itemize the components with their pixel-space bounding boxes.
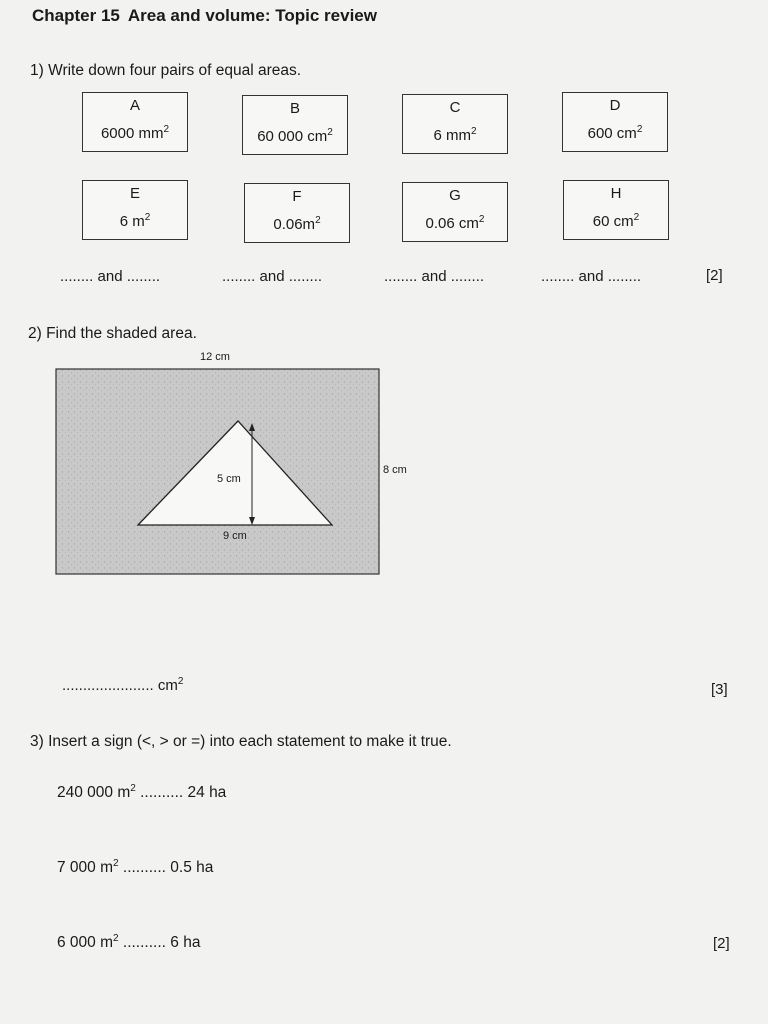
area-card-d	[562, 92, 668, 152]
card-label: E	[129, 185, 140, 202]
card-label: A	[129, 97, 140, 114]
chapter-number: Chapter 15	[32, 6, 120, 25]
rectangle-triangle-diagram	[55, 368, 380, 575]
shaded-area-figure	[55, 368, 380, 575]
statement-2: 7 000 $m^2$ .......... 0.5 ha	[57, 858, 214, 877]
pair-answer-1[interactable]: ........ and ........	[60, 268, 161, 285]
card-value: 60 000 $cm^2$	[257, 127, 333, 145]
card-label: C	[449, 99, 461, 116]
card-value: 60 $cm^2$	[592, 212, 640, 230]
card-value: $0.06m^2$	[273, 215, 321, 233]
area-card-b	[242, 95, 348, 155]
card-label: G	[449, 187, 461, 204]
area-card-h	[563, 180, 669, 240]
card-value: 0.06 $cm^2$	[425, 214, 485, 232]
card-value: 6 $mm^2$	[433, 126, 477, 144]
statement-3: 6 000 $m^2$ .......... 6 ha	[57, 933, 201, 952]
card-label: H	[610, 185, 622, 202]
pair-answer-4[interactable]: ........ and ........	[541, 268, 642, 285]
q1-marks: [2]	[706, 267, 723, 284]
answer-blank[interactable]: ......................	[62, 677, 154, 694]
rect-width-label: 12 cm	[200, 351, 230, 363]
area-card-c	[402, 94, 508, 154]
pair-answer-3[interactable]: ........ and ........	[384, 268, 485, 285]
q1-prompt: 1) Write down four pairs of equal areas.	[30, 62, 302, 79]
area-card-g	[402, 182, 508, 242]
triangle-base-label: 9 cm	[223, 530, 247, 542]
page-title	[32, 6, 377, 26]
card-label: B	[289, 100, 300, 117]
area-card-a	[82, 92, 188, 152]
sign-blank[interactable]: ..........	[122, 934, 166, 952]
q3-marks: [2]	[713, 935, 730, 952]
chapter-title: Area and volume: Topic review	[127, 6, 377, 25]
statement-1: 240 000 $m^2$ .......... 24 ha	[57, 783, 227, 802]
card-value: 6000 $mm^2$	[100, 124, 170, 142]
card-label: F	[292, 188, 302, 205]
card-label: D	[609, 97, 621, 114]
area-card-f	[244, 183, 350, 243]
pair-answer-2[interactable]: ........ and ........	[222, 268, 323, 285]
card-value: 600 $cm^2$	[587, 124, 643, 142]
sign-blank[interactable]: ..........	[140, 784, 184, 802]
card-value: 6 $m^2$	[119, 212, 151, 230]
triangle-height-label: 5 cm	[217, 473, 241, 485]
q3-prompt: 3) Insert a sign (<, > or =) into each statement to make it true.	[30, 733, 452, 750]
answer-unit: $cm^2$	[157, 676, 184, 694]
sign-blank[interactable]: ..........	[122, 859, 166, 877]
rect-height-label: 8 cm	[383, 464, 407, 476]
q2-answer-line[interactable]	[62, 676, 183, 694]
area-card-e	[82, 180, 188, 240]
q2-prompt: 2) Find the shaded area.	[28, 325, 197, 342]
q2-marks: [3]	[711, 681, 728, 698]
